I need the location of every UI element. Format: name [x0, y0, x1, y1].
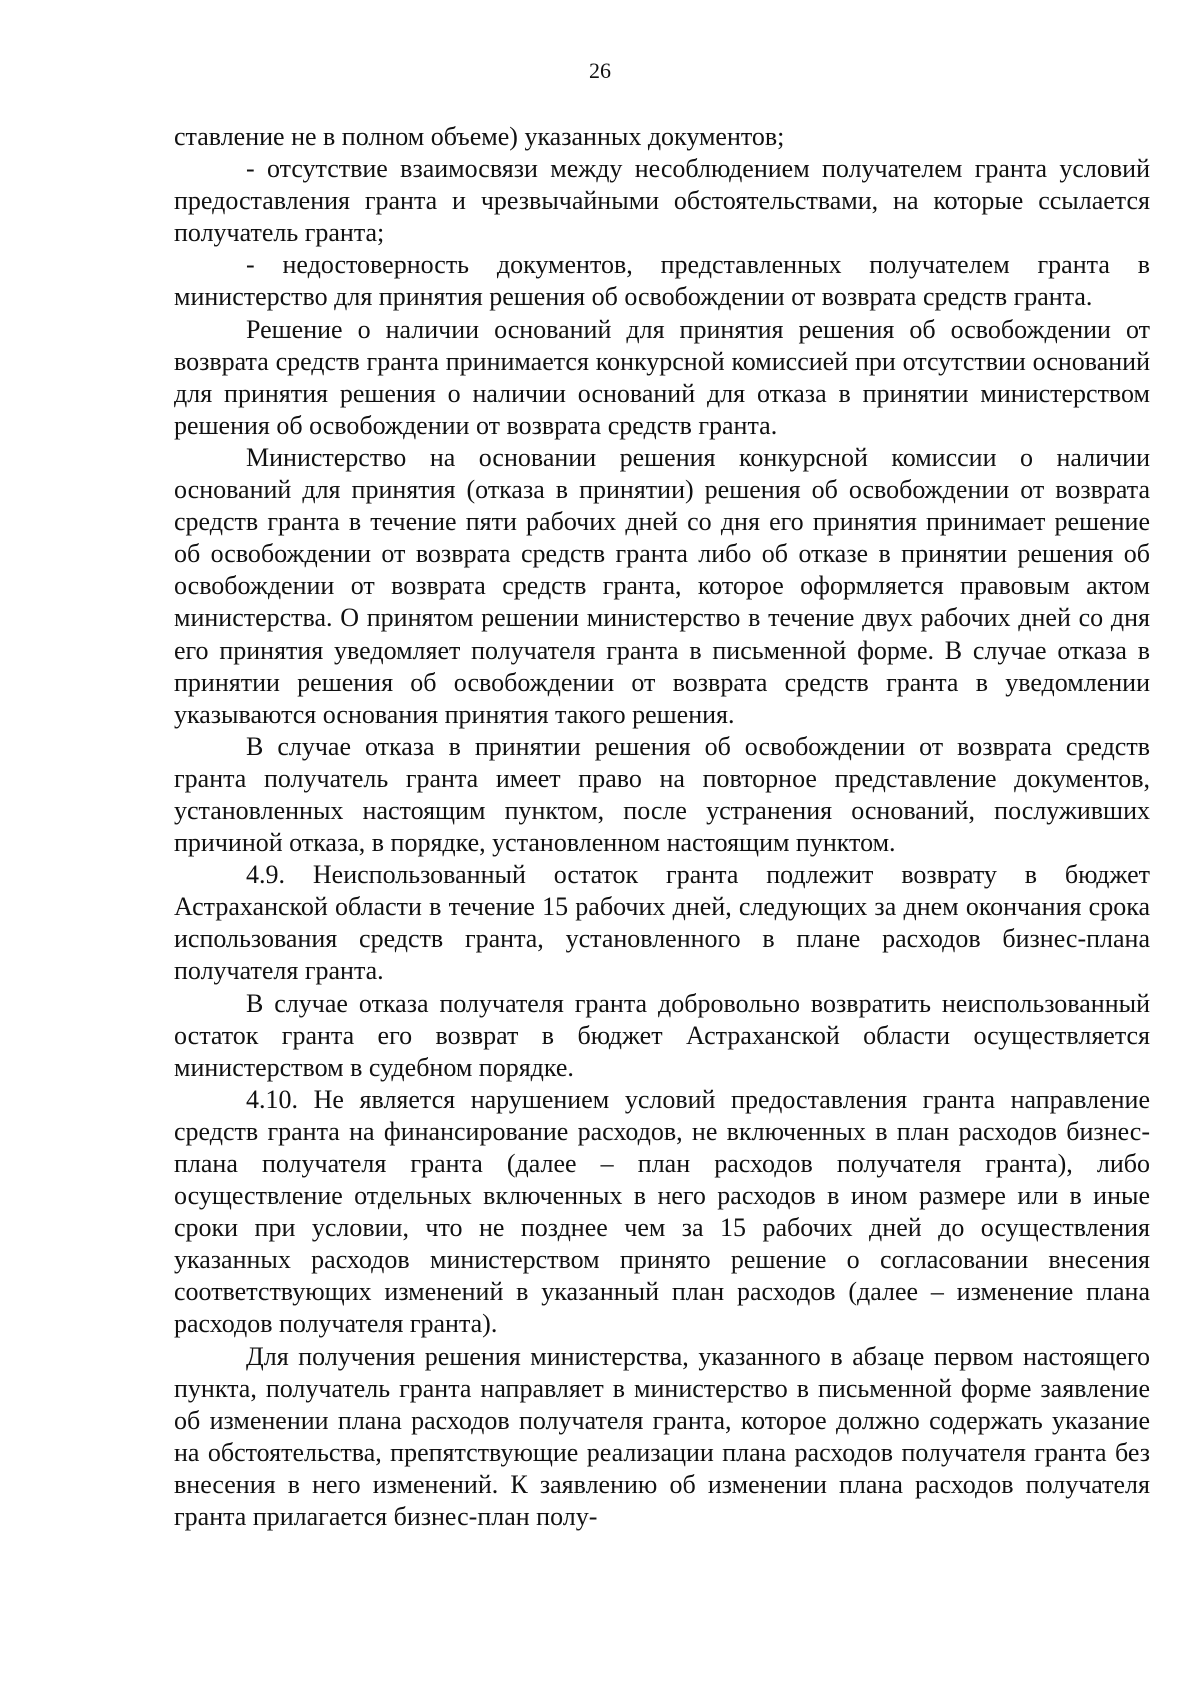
paragraph: В случае отказа получателя гранта добровольно возвратить неиспользованный остаток гранта его возврат в бюджет Астраханской области осуществляется министерством в судебном порядке.	[174, 988, 1150, 1082]
paragraph: - отсутствие взаимосвязи между несоблюдением получателем гранта условий предоставления гранта и чрезвычайными обстоятельствами, на которые ссылается получатель гранта;	[174, 154, 1150, 248]
paragraph: - недостоверность документов, представленных получателем гранта в министерство для принятия решения об освобождении от возврата средств гранта.	[174, 250, 1150, 312]
paragraph: ставление не в полном объеме) указанных документов;	[174, 122, 785, 151]
paragraph: В случае отказа в принятии решения об освобождении от возврата средств гранта получатель гранта имеет право на повторное представление документов, установленных настоящим пунктом, после устранения оснований, послуживших причиной отказа, в порядке, установленном настоящим пунктом.	[174, 731, 1150, 858]
paragraph: 4.10. Не является нарушением условий предоставления гранта направление средств гранта на финансирование расходов, не включенных в план расходов бизнес-плана получателя гранта (далее – план расходов получателя гранта), либо осуществление отдельных включенных в него расходов в ином размере или в иные сроки при условии, что не позднее чем за 15 рабочих дней до осуществления указанных расходов министерством принято решение о согласовании внесения соответствующих изменений в указанный план расходов (далее – изменение плана расходов получателя гранта).	[174, 1084, 1150, 1339]
paragraph: 4.9. Неиспользованный остаток гранта подлежит возврату в бюджет Астраханской области в течение 15 рабочих дней, следующих за днем окончания срока использования средств гранта, установленного в плане расходов бизнес-плана получателя гранта.	[174, 860, 1150, 986]
paragraph: Решение о наличии оснований для принятия решения об освобождении от возврата средств гранта принимается конкурсной комиссией при отсутствии оснований для принятия решения о наличии оснований для отказа в принятии министерством решения об освобождении от возврата средств гранта.	[174, 314, 1150, 440]
paragraph: Министерство на основании решения конкурсной комиссии о наличии оснований для принятия (отказа в принятии) решения об освобождении от возврата средств гранта в течение пяти рабочих дней со дня его принятия принимает решение об освобождении от возврата средств гранта либо об отказе в принятии решения об освобождении от возврата средств гранта, которое оформляется правовым актом министерства. О принятом решении министерство в течение двух рабочих дней со дня его принятия уведомляет получателя гранта в письменной форме. В случае отказа в принятии решения об освобождении от возврата средств гранта в уведомлении указываются основания принятия такого решения.	[174, 442, 1150, 729]
paragraph: Для получения решения министерства, указанного в абзаце первом настоящего пункта, получатель гранта направляет в министерство в письменной форме заявление об изменении плана расходов получателя гранта, которое должно содержать указание на обстоятельства, препятствующие реализации плана расходов получателя гранта без внесения в него изменений. К заявлению об изменении плана расходов получателя гранта прилагается бизнес-план полу-	[174, 1341, 1150, 1532]
page-number: 26	[589, 58, 611, 83]
document-body	[174, 121, 1150, 1533]
